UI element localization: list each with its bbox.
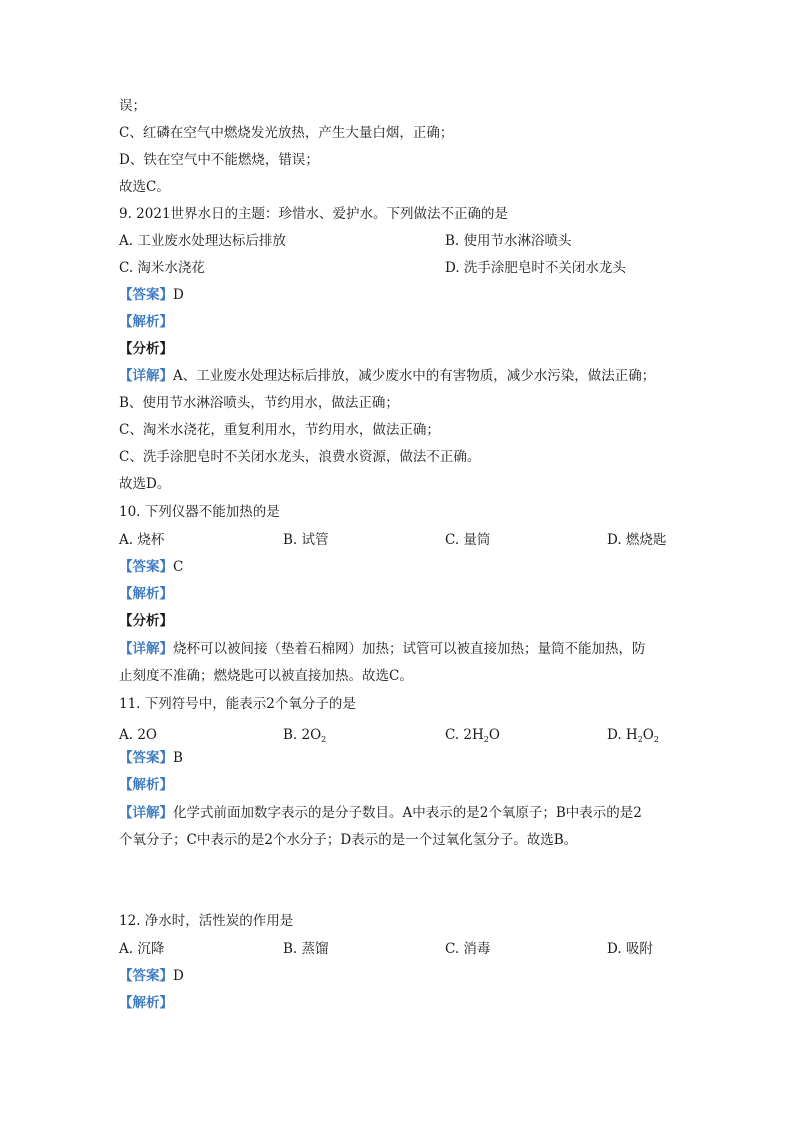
detail-tag: 【详解】 xyxy=(119,641,173,657)
fenxi-line xyxy=(119,611,173,631)
analysis-tag: 【解析】 xyxy=(119,586,173,602)
question-stem: 12. 净水时，活性炭的作用是 xyxy=(119,913,294,929)
option-d: D. 吸附 xyxy=(607,941,653,957)
text-line: C、淘米水浇花，重复利用水，节约用水，做法正确； xyxy=(119,422,440,438)
detail-line xyxy=(119,803,642,823)
option-b: B. 蒸馏 xyxy=(283,941,329,957)
question-stem: 9. 2021世界水日的主题：珍惜水、爱护水。下列做法不正确的是 xyxy=(119,206,509,222)
answer-line xyxy=(119,285,184,305)
answer-value: B xyxy=(173,750,183,766)
answer-value: C xyxy=(173,559,184,575)
text-line: D、铁在空气中不能燃烧，错误； xyxy=(119,152,319,168)
answer-value: D xyxy=(173,968,184,984)
fenxi-tag: 【分析】 xyxy=(119,341,173,357)
option-d: D. $H_2O_2$ xyxy=(607,727,659,744)
option-a: A. 2O xyxy=(119,727,157,743)
answer-tag: 【答案】 xyxy=(119,750,173,766)
fenxi-line xyxy=(119,339,173,359)
question-stem: 10. 下列仪器不能加热的是 xyxy=(119,504,280,520)
text-line: C、洗手涂肥皂时不关闭水龙头，浪费水资源，做法不正确。 xyxy=(119,449,481,465)
analysis-tag: 【解析】 xyxy=(119,777,173,793)
detail-text: 化学式前面加数字表示的是分子数目。A中表示的是2个氧原子；B中表示的是2 xyxy=(173,805,642,821)
answer-value: D xyxy=(173,287,184,303)
detail-text: A、工业废水处理达标后排放，减少废水中的有害物质，减少水污染，做法正确； xyxy=(173,368,656,384)
answer-tag: 【答案】 xyxy=(119,559,173,575)
option-c: C. $2H_2O$ xyxy=(445,727,500,744)
answer-tag: 【答案】 xyxy=(119,968,173,984)
analysis-line xyxy=(119,584,173,604)
detail-text: 烧杯可以被间接（垫着石棉网）加热；试管可以被直接加热；量筒不能加热，防 xyxy=(173,641,646,657)
answer-tag: 【答案】 xyxy=(119,287,173,303)
detail-tag: 【详解】 xyxy=(119,368,173,384)
analysis-tag: 【解析】 xyxy=(119,314,173,330)
option-b: B. $2O_2$ xyxy=(283,727,327,744)
option-c: C. 淘米水浇花 xyxy=(119,260,205,276)
option-a: A. 沉降 xyxy=(119,941,165,957)
detail-line xyxy=(119,366,655,386)
option-d: D. 燃烧匙 xyxy=(607,532,667,548)
option-c: C. 消毒 xyxy=(445,941,491,957)
text-line: 个氧分子；C中表示的是2个水分子；D表示的是一个过氧化氢分子。故选B。 xyxy=(119,832,578,848)
option-c: C. 量筒 xyxy=(445,532,491,548)
text-line: 误； xyxy=(119,98,146,114)
analysis-line xyxy=(119,993,173,1013)
text-line: 故选C。 xyxy=(119,179,170,195)
option-d: D. 洗手涂肥皂时不关闭水龙头 xyxy=(445,260,626,276)
text-line: C、红磷在空气中燃烧发光放热，产生大量白烟，正确； xyxy=(119,125,454,141)
text-line: B、使用节水淋浴喷头，节约用水，做法正确； xyxy=(119,395,399,411)
analysis-tag: 【解析】 xyxy=(119,995,173,1011)
fenxi-tag: 【分析】 xyxy=(119,613,173,629)
text-line: 止刻度不准确；燃烧匙可以被直接加热。故选C。 xyxy=(119,668,413,684)
option-a: A. 工业废水处理达标后排放 xyxy=(119,233,286,249)
analysis-line xyxy=(119,312,173,332)
text-line: 故选D。 xyxy=(119,476,171,492)
detail-line xyxy=(119,639,646,659)
answer-line xyxy=(119,748,183,768)
option-b: B. 使用节水淋浴喷头 xyxy=(445,233,572,249)
question-stem: 11. 下列符号中，能表示2个氧分子的是 xyxy=(119,696,356,712)
answer-line xyxy=(119,966,184,986)
option-b: B. 试管 xyxy=(283,532,329,548)
detail-tag: 【详解】 xyxy=(119,805,173,821)
answer-line xyxy=(119,557,183,577)
analysis-line xyxy=(119,775,173,795)
option-a: A. 烧杯 xyxy=(119,532,165,548)
